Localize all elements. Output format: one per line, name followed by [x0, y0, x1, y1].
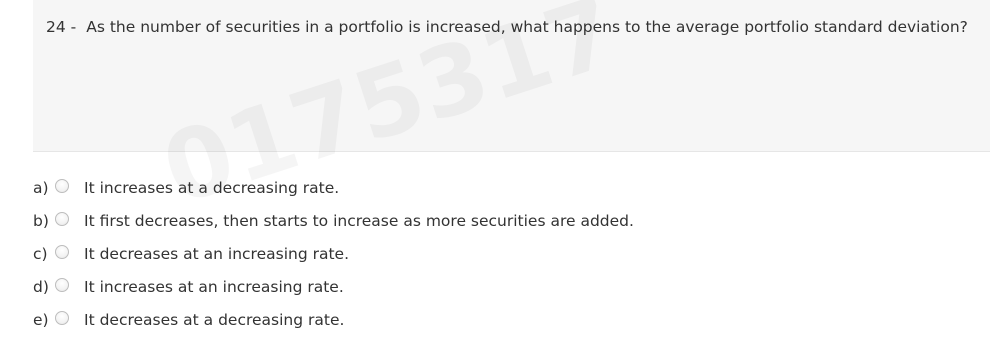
option-letter: b): [33, 212, 49, 230]
radio-button-a[interactable]: [55, 179, 69, 193]
option-text[interactable]: It increases at an increasing rate.: [84, 278, 344, 296]
option-b[interactable]: [0, 209, 700, 233]
radio-button-b[interactable]: [55, 212, 69, 226]
option-c[interactable]: [0, 242, 700, 266]
option-text[interactable]: It increases at a decreasing rate.: [84, 179, 340, 197]
question-stem: [46, 17, 968, 37]
radio-button-e[interactable]: [55, 311, 69, 325]
option-letter: e): [33, 311, 49, 329]
radio-button-c[interactable]: [55, 245, 69, 259]
radio-button-d[interactable]: [55, 278, 69, 292]
question-number: 24 -: [46, 18, 77, 36]
option-e[interactable]: [0, 308, 700, 332]
option-d[interactable]: [0, 275, 700, 299]
option-text[interactable]: It first decreases, then starts to increase as more securities are added.: [84, 212, 634, 230]
option-letter: d): [33, 278, 49, 296]
option-a[interactable]: [0, 176, 700, 200]
option-letter: c): [33, 245, 48, 263]
option-letter: a): [33, 179, 49, 197]
question-text: As the number of securities in a portfolio is increased, what happens to the average portfolio standard deviation?: [86, 18, 968, 36]
option-text[interactable]: It decreases at an increasing rate.: [84, 245, 350, 263]
option-text[interactable]: It decreases at a decreasing rate.: [84, 311, 345, 329]
